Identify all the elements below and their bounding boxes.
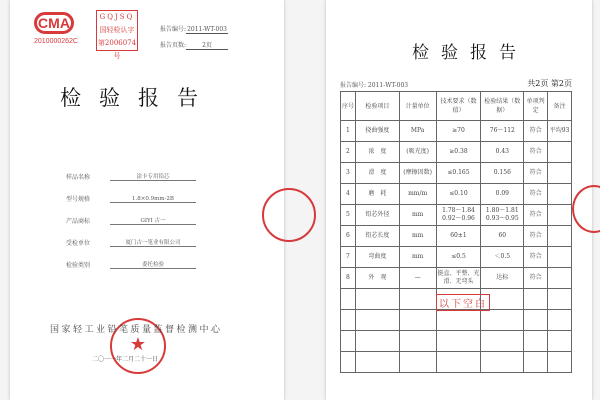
empty-cell xyxy=(399,331,436,352)
empty-cell xyxy=(399,289,436,310)
field-label: 检验类别 xyxy=(66,262,91,269)
table-cell xyxy=(548,226,572,247)
table-cell: 1.80～1.81 0.93～0.95 xyxy=(481,205,524,226)
table-row xyxy=(341,121,572,142)
empty-cell xyxy=(341,289,356,310)
empty-cell xyxy=(341,352,356,373)
empty-cell xyxy=(481,352,524,373)
table-cell: 平均93 xyxy=(548,121,572,142)
empty-row xyxy=(341,352,572,373)
table-cell: ≥0.38 xyxy=(436,142,481,163)
page-title: 检验报告 xyxy=(60,86,216,110)
table-cell: ≤0.165 xyxy=(436,163,481,184)
table-cell xyxy=(548,205,572,226)
field-value: 涂卡专用铅芯 xyxy=(110,172,196,181)
field-value: 委托检验 xyxy=(110,260,196,269)
table-row xyxy=(341,205,572,226)
column-header: 检验结果（数据） xyxy=(481,92,524,121)
table-cell: mm xyxy=(399,205,436,226)
table-cell: 0.156 xyxy=(481,163,524,184)
field-row xyxy=(66,172,196,181)
label: 报告编号: xyxy=(160,26,187,33)
issue-date: 二〇一一年二月二十一日 xyxy=(92,356,159,363)
table-cell: 4 xyxy=(341,184,356,205)
empty-cell xyxy=(548,352,572,373)
table-cell: mm xyxy=(399,226,436,247)
report-number xyxy=(160,24,228,34)
table-cell xyxy=(548,142,572,163)
empty-cell xyxy=(481,310,524,331)
empty-cell xyxy=(524,289,548,310)
empty-cell xyxy=(436,331,481,352)
table-cell: mm xyxy=(399,247,436,268)
table-cell: 滑 度 xyxy=(355,163,399,184)
empty-cell xyxy=(341,331,356,352)
empty-cell xyxy=(399,352,436,373)
column-header: 技术要求（数值） xyxy=(436,92,481,121)
column-header: 检验项目 xyxy=(355,92,399,121)
field-value: 1.8×0.9mm-2B xyxy=(110,196,196,203)
label: 报告页数: xyxy=(160,42,187,49)
column-header: 单项判定 xyxy=(524,92,548,121)
cma-number: 2010000262C xyxy=(34,38,78,45)
gqjsq-stamp xyxy=(96,10,138,60)
table-cell: 3 xyxy=(341,163,356,184)
table-row xyxy=(341,247,572,268)
table-cell xyxy=(548,247,572,268)
table-cell: 达标 xyxy=(481,268,524,289)
cover-page xyxy=(10,0,284,400)
table-cell: 弯曲度 xyxy=(355,247,399,268)
empty-cell xyxy=(355,289,399,310)
table-row xyxy=(341,226,572,247)
table-cell: 符合 xyxy=(524,121,548,142)
results-page xyxy=(326,0,592,400)
table-cell: 60 xyxy=(481,226,524,247)
table-cell: 0.09 xyxy=(481,184,524,205)
field-label: 型号规格 xyxy=(66,196,91,203)
empty-cell xyxy=(341,310,356,331)
table-cell: 76～112 xyxy=(481,121,524,142)
official-seal: ★ xyxy=(110,318,166,374)
empty-cell xyxy=(355,331,399,352)
table-row xyxy=(341,268,572,289)
field-row xyxy=(66,238,196,247)
table-cell: ＜0.5 xyxy=(481,247,524,268)
table-cell: ≤0.10 xyxy=(436,184,481,205)
field-row xyxy=(66,260,196,269)
table-cell: 铅芯长度 xyxy=(355,226,399,247)
empty-row xyxy=(341,331,572,352)
field-row xyxy=(66,194,196,203)
table-cell: 挠曲强度 xyxy=(355,121,399,142)
table-cell: (吸光度) xyxy=(399,142,436,163)
empty-cell xyxy=(524,331,548,352)
table-cell: 磨 耗 xyxy=(355,184,399,205)
value: 2011-WT-003 xyxy=(187,26,227,33)
table-cell: 挺直、平整、光滑、无弯头 xyxy=(436,268,481,289)
table-cell xyxy=(548,184,572,205)
table-cell: MPa xyxy=(399,121,436,142)
table-cell: 符合 xyxy=(524,184,548,205)
column-header: 计量单位 xyxy=(399,92,436,121)
report-number: 报告编号: 2011-WT-003 xyxy=(340,82,409,89)
table-cell: 60±1 xyxy=(436,226,481,247)
table-cell: 1.78～1.84 0.92～0.96 xyxy=(436,205,481,226)
table-cell: 2 xyxy=(341,142,356,163)
stamp-line: 国轻检认字 xyxy=(99,26,135,34)
field-label: 受检单位 xyxy=(66,240,91,247)
table-cell: 外 观 xyxy=(355,268,399,289)
value: 2页 xyxy=(186,40,228,50)
table-cell: (摩擦因数) xyxy=(399,163,436,184)
table-cell xyxy=(548,163,572,184)
table-cell: 5 xyxy=(341,205,356,226)
column-header: 备注 xyxy=(548,92,572,121)
table-cell: 符合 xyxy=(524,247,548,268)
page-indicator: 共2页 第2页 xyxy=(527,79,572,88)
table-row xyxy=(341,142,572,163)
table-cell: 符合 xyxy=(524,268,548,289)
table-row xyxy=(341,184,572,205)
page-title: 检验报告 xyxy=(412,43,528,63)
table-cell: — xyxy=(399,268,436,289)
field-value: GIYI 古一 xyxy=(110,216,196,225)
table-cell: 符合 xyxy=(524,142,548,163)
empty-cell xyxy=(436,352,481,373)
empty-cell xyxy=(355,310,399,331)
blank-below-stamp: 以下空白 xyxy=(436,294,490,311)
cma-logo: CMA xyxy=(34,12,74,34)
table-cell xyxy=(548,268,572,289)
stamp-line: 第2006074号 xyxy=(97,39,137,60)
table-cell: ≤0.5 xyxy=(436,247,481,268)
table-cell: 7 xyxy=(341,247,356,268)
empty-cell xyxy=(399,310,436,331)
results-table xyxy=(340,91,572,373)
stamp-line: GQJSQ xyxy=(99,13,135,21)
table-cell: 符合 xyxy=(524,226,548,247)
table-cell: 0.43 xyxy=(481,142,524,163)
field-value: 厦门古一笔业有限公司 xyxy=(110,238,196,247)
empty-row xyxy=(341,310,572,331)
column-header: 序号 xyxy=(341,92,356,121)
field-label: 产品商标 xyxy=(66,218,91,225)
page-count xyxy=(160,40,228,50)
table-cell: 8 xyxy=(341,268,356,289)
table-cell: mm/m xyxy=(399,184,436,205)
table-row xyxy=(341,163,572,184)
table-cell: 6 xyxy=(341,226,356,247)
empty-cell xyxy=(355,352,399,373)
empty-cell xyxy=(481,331,524,352)
table-cell: 1 xyxy=(341,121,356,142)
table-cell: ≥70 xyxy=(436,121,481,142)
table-cell: 铅芯外径 xyxy=(355,205,399,226)
empty-cell xyxy=(524,310,548,331)
organization: 国家轻工业铅笔质量监督检测中心 xyxy=(50,325,223,335)
table-cell: 浓 度 xyxy=(355,142,399,163)
field-row xyxy=(66,216,196,225)
table-cell: 符合 xyxy=(524,163,548,184)
field-label: 样品名称 xyxy=(66,174,91,181)
empty-cell xyxy=(548,331,572,352)
table-cell: 符合 xyxy=(524,205,548,226)
empty-cell xyxy=(524,352,548,373)
empty-cell xyxy=(548,289,572,310)
empty-cell xyxy=(548,310,572,331)
empty-cell xyxy=(436,310,481,331)
seal-partial xyxy=(262,188,316,242)
